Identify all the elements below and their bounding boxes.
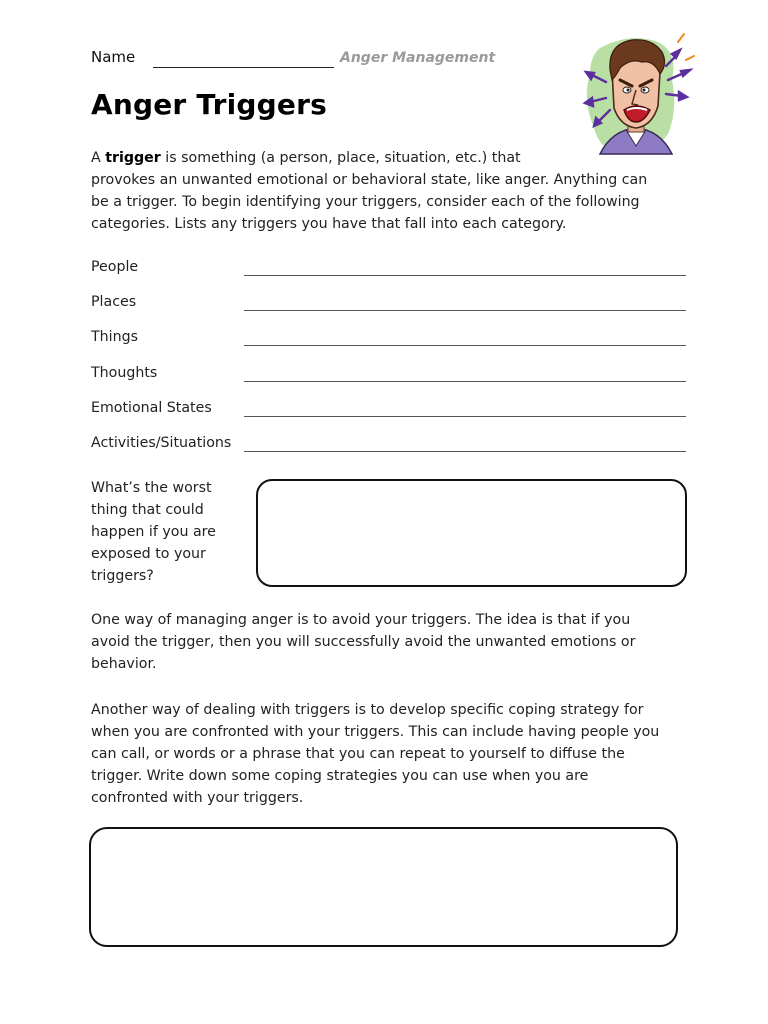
- trigger-term: trigger: [105, 150, 161, 166]
- worst-case-question: What’s the worst thing that could happen if you are exposed to your triggers?: [91, 480, 216, 584]
- category-label: People: [91, 259, 139, 275]
- name-label: Name: [91, 48, 136, 66]
- intro-paragraph: [91, 147, 681, 235]
- category-row-emotional-states: [91, 400, 687, 424]
- coping-strategy-paragraph: Another way of dealing with triggers is to develop specific coping strategy for when you are confronted with your triggers. This can include having people you can call, or words or a phrase that you can repeat to yourself to diffuse the trigger. Write down some coping strategies you can use when you are confronted with your triggers.: [91, 702, 660, 806]
- intro-line: be a trigger. To begin identifying your triggers, consider each of the following: [91, 194, 640, 210]
- intro-line: A trigger is something (a person, place, situation, etc.) that: [91, 150, 521, 166]
- category-answer-line[interactable]: [244, 416, 686, 417]
- category-label: Thoughts: [91, 365, 158, 381]
- intro-line: categories. Lists any triggers you have that fall into each category.: [91, 216, 567, 232]
- category-answer-line[interactable]: [244, 345, 686, 346]
- worst-case-answer-box[interactable]: [256, 479, 687, 587]
- category-label: Places: [91, 294, 137, 310]
- category-answer-line[interactable]: [244, 381, 686, 382]
- category-answer-line[interactable]: [244, 310, 686, 311]
- avoid-triggers-paragraph: One way of managing anger is to avoid your triggers. The idea is that if you avoid the trigger, then you will successfully avoid the unwanted emotions or behavior.: [91, 612, 636, 672]
- category-label: Things: [91, 329, 138, 345]
- coping-strategies-answer-box[interactable]: [89, 827, 678, 947]
- page-title: Anger Triggers: [91, 88, 327, 121]
- category-answer-line[interactable]: [244, 451, 686, 452]
- category-row-thoughts: [91, 365, 687, 389]
- category-row-places: [91, 294, 687, 318]
- category-answer-line[interactable]: [244, 275, 686, 276]
- angry-man-clipart-icon: [560, 30, 720, 160]
- series-title: Anger Management: [340, 50, 496, 66]
- name-field-line[interactable]: [153, 67, 334, 68]
- category-label: Emotional States: [91, 400, 212, 416]
- category-row-activities-situations: [91, 435, 687, 459]
- category-row-things: [91, 329, 687, 353]
- category-label: Activities/Situations: [91, 435, 232, 451]
- intro-line: provokes an unwanted emotional or behavioral state, like anger. Anything can: [91, 172, 648, 188]
- category-row-people: [91, 259, 687, 283]
